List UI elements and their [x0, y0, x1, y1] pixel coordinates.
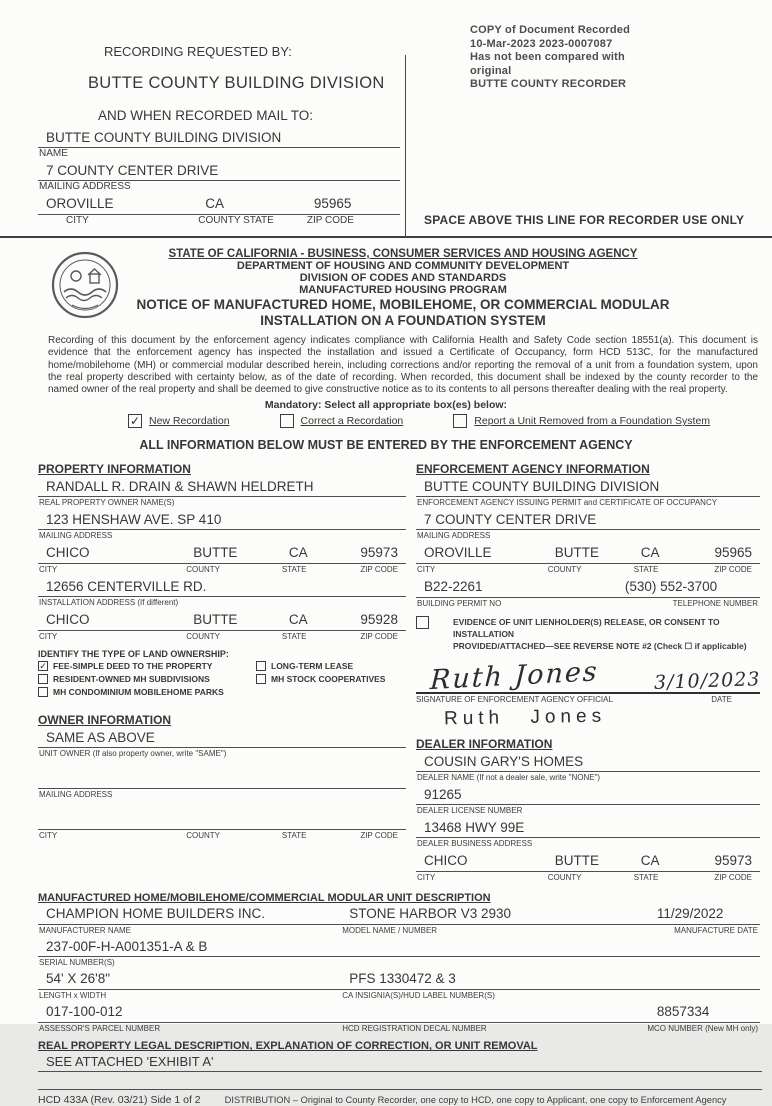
legal-description-heading: REAL PROPERTY LEGAL DESCRIPTION, EXPLANATION OF CORRECTION, OR UNIT REMOVAL	[38, 1040, 538, 1053]
enforcement-agency-label: ENFORCEMENT AGENCY ISSUING PERMIT and CERTIFICATE OF OCCUPANCY	[417, 498, 718, 508]
enforcement-info-heading: ENFORCEMENT AGENCY INFORMATION	[416, 462, 650, 477]
installation-address-value: 12656 CENTERVILLE RD.	[38, 579, 406, 597]
fee-simple-checkbox[interactable]: ✓	[39, 661, 47, 672]
county-label: COUNTY	[186, 831, 220, 841]
state-label: STATE	[281, 831, 307, 841]
parcel-value: 017-100-012	[46, 1004, 123, 1020]
model-label: MODEL NAME / NUMBER	[342, 926, 438, 936]
enforcement-mailing-label: MAILING ADDRESS	[417, 531, 491, 541]
manufacturer-labels	[38, 925, 760, 936]
dealer-info-heading: DEALER INFORMATION	[416, 737, 553, 752]
county-value: BUTTE	[193, 545, 238, 561]
form-number: HCD 433A (Rev. 03/21) Side 1 of 2	[38, 1094, 201, 1106]
form-title-line2: INSTALLATION ON A FOUNDATION SYSTEM	[260, 313, 546, 328]
state-label: STATE	[633, 565, 659, 575]
manufacture-date-value: 11/29/2022	[656, 906, 724, 922]
mh-condominium-checkbox[interactable]	[38, 687, 48, 697]
agency-header	[0, 248, 772, 328]
county-label: COUNTY	[547, 565, 582, 575]
property-mailing-value: 123 HENSHAW AVE. SP 410	[38, 512, 406, 530]
stamp-line: COPY of Document Recorded	[470, 24, 631, 36]
mail-to-name-value: BUTTE COUNTY BUILDING DIVISION	[38, 130, 400, 148]
building-permit-label: BUILDING PERMIT NO	[417, 599, 502, 609]
enforcement-city-row	[416, 545, 760, 564]
zip-value: 95965	[714, 545, 752, 561]
legal-description-value: SEE ATTACHED 'EXHIBIT A'	[38, 1054, 762, 1072]
signature-label: SIGNATURE OF ENFORCEMENT AGENCY OFFICIAL	[416, 695, 613, 705]
length-width-label: LENGTH x WIDTH	[39, 991, 107, 1001]
state-agency-line: STATE OF CALIFORNIA - BUSINESS, CONSUMER SERVICES AND HOUSING AGENCY	[168, 248, 638, 260]
recorder-box-divider	[405, 55, 406, 237]
size-insignia-labels	[38, 990, 760, 1001]
unit-description-section	[0, 892, 772, 1034]
recorder-header-section	[0, 0, 772, 238]
county-value: BUTTE	[554, 853, 599, 869]
resident-owned-checkbox[interactable]	[38, 674, 48, 684]
land-ownership-options	[38, 661, 406, 700]
county-state-label: COUNTY STATE	[198, 215, 274, 226]
city-value: CHICO	[424, 853, 468, 869]
official-signature: Ruth Jones	[429, 656, 600, 697]
dealer-city-row	[416, 853, 760, 872]
recording-requested-by-label: RECORDING REQUESTED BY:	[104, 44, 292, 59]
dealer-license-value: 91265	[416, 787, 760, 805]
dealer-license-label: DEALER LICENSE NUMBER	[417, 806, 523, 816]
all-information-banner: ALL INFORMATION BELOW MUST BE ENTERED BY THE ENFORCEMENT AGENCY	[139, 438, 633, 453]
lienholder-evidence-block	[416, 616, 760, 652]
requester-name: BUTTE COUNTY BUILDING DIVISION	[88, 74, 385, 92]
intro-paragraph: Recording of this document by the enforcement agency indicates compliance with California Health and Safety Code section 18551(a). This document is evidence that the enforcement agency has inspected the installation and issued a Certificate of Occupancy, form HCD 513C, for the manufactured home/mobilehome (MH) or commercial modular described herein, including corrections and/or reporting the removal of a unit from a foundation system, upon the real property described with certainty below, as of the date of recording. When recorded, this document shall be indexed by the county recorder to the named owner of the real property and shall be deemed to give constructive notice as to its contents to all persons thereafter dealing with the real property.	[48, 335, 758, 396]
manufacture-date-label: MANUFACTURE DATE	[674, 926, 758, 936]
property-owner-label: REAL PROPERTY OWNER NAME(S)	[39, 498, 175, 508]
property-owner-value: RANDALL R. DRAIN & SHAWN HELDRETH	[38, 479, 406, 497]
correct-recordation-checkbox[interactable]	[280, 414, 294, 428]
permit-phone-labels	[416, 598, 760, 609]
state-label: STATE	[281, 632, 307, 642]
mail-to-heading: AND WHEN RECORDED MAIL TO:	[98, 108, 314, 123]
fee-simple-label: FEE-SIMPLE DEED TO THE PROPERTY	[53, 661, 213, 672]
hcd-seal-icon	[50, 250, 120, 320]
new-recordation-label: New Recordation	[149, 415, 230, 428]
new-recordation-checkbox[interactable]: ✓	[129, 414, 141, 429]
property-info-heading: PROPERTY INFORMATION	[38, 462, 191, 477]
insignia-value: PFS 1330472 & 3	[349, 971, 456, 987]
parcel-label: ASSESSOR'S PARCEL NUMBER	[39, 1024, 161, 1034]
lienholder-checkbox[interactable]	[416, 616, 429, 629]
state-value: CA	[288, 545, 308, 561]
mail-to-zip-value: 95965	[313, 196, 352, 211]
state-label: STATE	[633, 873, 659, 883]
city-value: CHICO	[46, 545, 90, 561]
enforcement-mailing-value: 7 COUNTY CENTER DRIVE	[416, 512, 760, 530]
form-title-line1: NOTICE OF MANUFACTURED HOME, MOBILEHOME, OR COMMERCIAL MODULAR	[136, 297, 670, 312]
lienholder-line1: EVIDENCE OF UNIT LIENHOLDER(S) RELEASE, OR CONSENT TO INSTALLATION	[453, 617, 720, 640]
serial-number-value: 237-00F-H-A001351-A & B	[38, 939, 760, 957]
property-mail-city-row	[38, 545, 406, 564]
program-line: MANUFACTURED HOUSING PROGRAM	[299, 284, 507, 296]
land-ownership-heading: IDENTIFY THE TYPE OF LAND OWNERSHIP:	[38, 649, 229, 660]
signature-row	[416, 656, 761, 697]
option-new-recordation[interactable]	[128, 414, 230, 428]
mh-stock-checkbox[interactable]	[256, 674, 266, 684]
owner-city-blank	[38, 804, 406, 830]
left-column	[38, 462, 406, 887]
info-columns	[0, 462, 772, 887]
property-mail-city-labels	[38, 564, 406, 575]
city-label: CITY	[66, 215, 89, 226]
zip-label: ZIP CODE	[360, 565, 398, 575]
city-label: CITY	[39, 831, 58, 841]
enforcement-city-labels	[416, 564, 760, 575]
city-label: CITY	[39, 565, 58, 575]
long-term-lease-checkbox[interactable]	[256, 661, 266, 671]
zip-label: ZIP CODE	[306, 215, 354, 226]
unit-removed-checkbox[interactable]	[453, 414, 467, 428]
stamp-line: 10-Mar-2023 2023-0007087	[470, 37, 613, 50]
distribution-note: DISTRIBUTION – Original to County Recorder, one copy to HCD, one copy to Applicant, one copy to Enforcement Agency	[224, 1095, 727, 1106]
unit-description-heading: MANUFACTURED HOME/MOBILEHOME/COMMERCIAL MODULAR UNIT DESCRIPTION	[38, 892, 491, 905]
city-value: CHICO	[46, 612, 90, 628]
county-label: COUNTY	[186, 632, 220, 642]
legal-description-section	[0, 1040, 772, 1090]
right-column	[416, 462, 760, 887]
mail-to-block	[38, 130, 400, 230]
owner-mailing-blank	[38, 763, 406, 789]
mco-value: 8857334	[656, 1004, 710, 1020]
stamp-line: Has not been compared with	[470, 51, 625, 63]
mail-to-name-label: NAME	[39, 148, 68, 159]
serial-number-label: SERIAL NUMBER(S)	[39, 958, 115, 968]
state-value: CA	[288, 612, 308, 628]
date-label: DATE	[711, 695, 732, 705]
telephone-label: TELEPHONE NUMBER	[672, 599, 758, 609]
enforcement-agency-value: BUTTE COUNTY BUILDING DIVISION	[416, 479, 760, 497]
dealer-name-value: COUSIN GARY'S HOMES	[416, 754, 760, 772]
mandatory-heading: Mandatory: Select all appropriate box(es) below:	[264, 399, 508, 412]
county-value: BUTTE	[554, 545, 599, 561]
model-value: STONE HARBOR V3 2930	[349, 906, 512, 922]
dealer-name-label: DEALER NAME (If not a dealer sale, write "NONE")	[417, 773, 601, 783]
option-mh-stock[interactable]	[256, 674, 385, 684]
signature-printed-name: Ruth Jones	[443, 706, 607, 730]
owner-info-heading: OWNER INFORMATION	[38, 713, 172, 728]
state-value: CA	[640, 853, 660, 869]
manufacturer-row	[38, 906, 760, 925]
unit-owner-label: UNIT OWNER (If also property owner, write "SAME")	[39, 749, 227, 759]
owner-city-labels	[38, 830, 406, 841]
size-insignia-row	[38, 971, 760, 990]
correct-recordation-label: Correct a Recordation	[300, 415, 404, 428]
option-mh-condominium[interactable]	[38, 687, 256, 697]
decal-value	[341, 1004, 623, 1022]
option-correct-recordation[interactable]	[280, 414, 404, 428]
resident-owned-label: RESIDENT-OWNED MH SUBDIVISIONS	[53, 674, 210, 685]
recordation-type-row	[128, 414, 772, 428]
option-unit-removed[interactable]	[453, 414, 710, 428]
option-long-term-lease[interactable]	[256, 661, 385, 671]
option-resident-owned[interactable]	[38, 674, 256, 684]
zip-value: 95973	[714, 853, 752, 869]
insignia-label: CA INSIGNIA(S)/HUD LABEL NUMBER(S)	[342, 991, 495, 1001]
mail-to-address-label: MAILING ADDRESS	[39, 181, 131, 192]
unit-owner-value: SAME AS ABOVE	[38, 730, 406, 748]
zip-value: 95928	[360, 612, 398, 628]
signature-date: 3/10/2023	[653, 668, 761, 695]
parcel-decal-mco-labels	[38, 1023, 760, 1034]
mail-to-state-value: CA	[205, 196, 225, 211]
division-line: DIVISION OF CODES AND STANDARDS	[299, 272, 507, 284]
zip-label: ZIP CODE	[714, 873, 752, 883]
state-value: CA	[640, 545, 660, 561]
county-value: BUTTE	[193, 612, 238, 628]
recorder-space-note: SPACE ABOVE THIS LINE FOR RECORDER USE ONLY	[424, 213, 745, 227]
length-width-value: 54' X 26'8"	[46, 971, 110, 987]
building-permit-value: B22-2261	[424, 579, 483, 595]
installation-city-row	[38, 612, 406, 631]
long-term-lease-label: LONG-TERM LEASE	[271, 661, 354, 672]
state-label: STATE	[281, 565, 307, 575]
decal-label: HCD REGISTRATION DECAL NUMBER	[342, 1024, 487, 1034]
zip-label: ZIP CODE	[360, 831, 398, 841]
zip-value: 95973	[360, 545, 398, 561]
zip-label: ZIP CODE	[360, 632, 398, 642]
mh-condominium-label: MH CONDOMINIUM MOBILEHOME PARKS	[53, 687, 224, 698]
city-label: CITY	[39, 632, 58, 642]
zip-label: ZIP CODE	[714, 565, 752, 575]
lienholder-line2: PROVIDED/ATTACHED—SEE REVERSE NOTE #2 (Check ☐ if applicable)	[453, 641, 747, 652]
recorder-stamp	[470, 24, 630, 92]
manufacturer-value: CHAMPION HOME BUILDERS INC.	[46, 906, 266, 922]
legal-description-blank-line	[38, 1072, 762, 1090]
mco-label: MCO NUMBER (New MH only)	[647, 1024, 758, 1034]
dealer-address-label: DEALER BUSINESS ADDRESS	[417, 839, 533, 849]
stamp-line: original	[470, 64, 512, 77]
installation-city-labels	[38, 631, 406, 642]
parcel-decal-mco-row	[38, 1004, 760, 1023]
mail-to-city-value: OROVILLE	[46, 196, 114, 211]
signature-labels	[416, 694, 760, 704]
mail-to-city-labels	[38, 215, 400, 226]
county-label: COUNTY	[186, 565, 220, 575]
mail-to-city-row	[38, 196, 400, 215]
mail-to-address-value: 7 COUNTY CENTER DRIVE	[38, 163, 400, 181]
manufacturer-label: MANUFACTURER NAME	[39, 926, 132, 936]
telephone-value: (530) 552-3700	[624, 579, 718, 595]
dealer-address-value: 13468 HWY 99E	[416, 820, 760, 838]
permit-phone-row	[416, 579, 760, 598]
form-footer	[0, 1090, 772, 1106]
dealer-city-labels	[416, 872, 760, 883]
city-value: OROVILLE	[424, 545, 492, 561]
owner-mailing-label: MAILING ADDRESS	[39, 790, 113, 800]
option-fee-simple[interactable]	[38, 661, 256, 671]
department-line: DEPARTMENT OF HOUSING AND COMMUNITY DEVELOPMENT	[236, 260, 570, 272]
city-label: CITY	[417, 873, 436, 883]
stamp-line: BUTTE COUNTY RECORDER	[470, 78, 627, 90]
city-label: CITY	[417, 565, 436, 575]
unit-removed-label: Report a Unit Removed from a Foundation System	[474, 415, 711, 428]
mh-stock-label: MH STOCK COOPERATIVES	[271, 674, 386, 685]
county-label: COUNTY	[547, 873, 582, 883]
installation-address-label: INSTALLATION ADDRESS (If different)	[39, 598, 179, 608]
property-mailing-label: MAILING ADDRESS	[39, 531, 113, 541]
